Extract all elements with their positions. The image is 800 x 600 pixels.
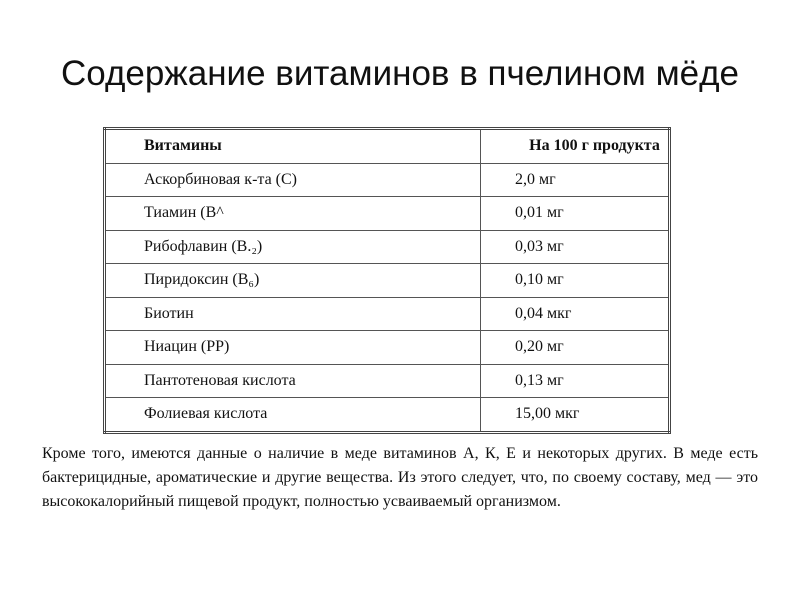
vitamin-cell: Биотин — [105, 297, 481, 331]
amount-cell: 0,01 мг — [481, 197, 670, 231]
vitamin-cell: Аскорбиновая к-та (С) — [105, 163, 481, 197]
vitamin-cell: Фолиевая кислота — [105, 398, 481, 433]
column-header-vitamins: Витамины — [105, 129, 481, 164]
table-header-row — [105, 129, 670, 164]
vitamin-cell: Пиридоксин (В₆) — [105, 264, 481, 298]
vitamin-cell: Ниацин (РР) — [105, 331, 481, 365]
amount-cell: 15,00 мкг — [481, 398, 670, 433]
vitamin-cell: Пантотеновая кислота — [105, 364, 481, 398]
description-paragraph: Кроме того, имеются данные о наличие в меде витаминов А, К, Е и некоторых других. В меде есть бактерицидные, ароматические и другие вещества. Из этого следует, что, по своему составу, мед — это высококалорийный пищевой продукт, полностью усваиваемый организмом. — [42, 445, 758, 510]
table-row — [105, 364, 670, 398]
page-title: Содержание витаминов в пчелином мёде — [60, 54, 740, 93]
amount-cell: 0,20 мг — [481, 331, 670, 365]
table-row — [105, 398, 670, 433]
vitamins-table — [103, 127, 671, 434]
table-row — [105, 230, 670, 264]
table-row — [105, 331, 670, 365]
table-row — [105, 197, 670, 231]
vitamin-cell: Тиамин (В^ — [105, 197, 481, 231]
table-row — [105, 297, 670, 331]
amount-cell: 0,04 мкг — [481, 297, 670, 331]
amount-cell: 2,0 мг — [481, 163, 670, 197]
amount-cell: 0,13 мг — [481, 364, 670, 398]
amount-cell: 0,03 мг — [481, 230, 670, 264]
vitamin-cell: Рибофлавин (В.₂) — [105, 230, 481, 264]
table-row — [105, 163, 670, 197]
table-row — [105, 264, 670, 298]
column-header-amount: На 100 г продукта — [481, 129, 670, 164]
amount-cell: 0,10 мг — [481, 264, 670, 298]
